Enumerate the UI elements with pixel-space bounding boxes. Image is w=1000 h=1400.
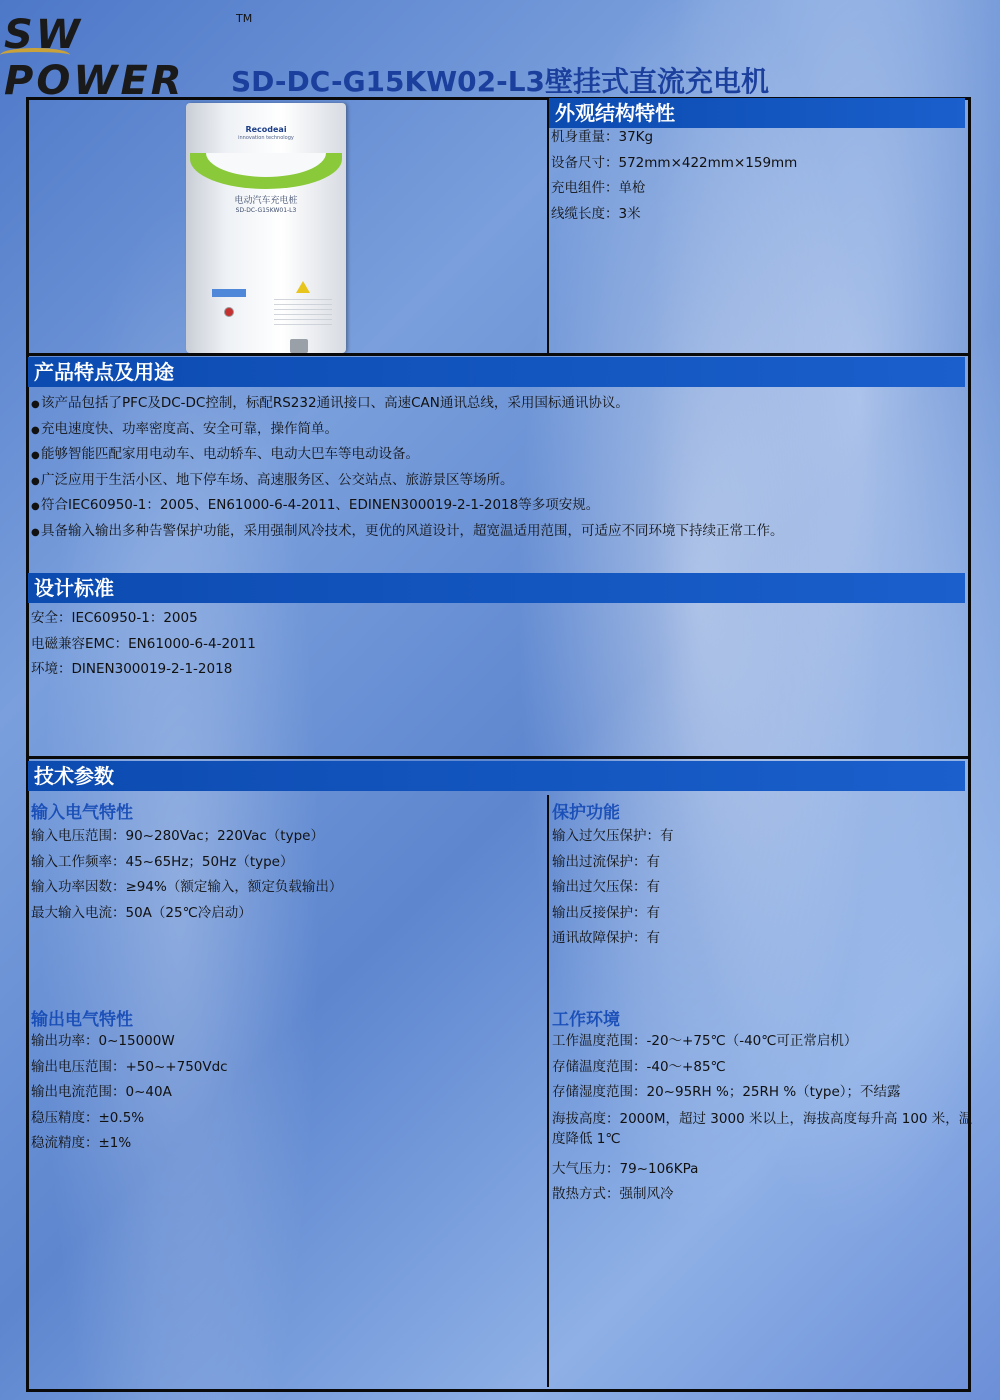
environment-altitude-line1: 海拔高度：2000M，超过 3000 米以上，海拔高度每升高 100 米，温 — [552, 1110, 973, 1127]
environment-item: 大气压力：79~106KPa — [552, 1160, 699, 1177]
trademark-mark: TM — [236, 12, 253, 25]
input-item: 输入工作频率：45~65Hz；50Hz（type） — [31, 853, 294, 870]
product-display — [212, 289, 246, 297]
standards-list — [31, 606, 256, 683]
logo-text: SW POWER — [4, 12, 185, 104]
product-nameplate — [274, 299, 332, 327]
bullet-icon: ● — [31, 399, 40, 410]
input-item: 输入功率因数：≥94%（额定输入，额定负载输出） — [31, 879, 343, 896]
appearance-item: 设备尺寸：572mm×422mm×159mm — [551, 154, 798, 171]
standard-item: 电磁兼容EMC：EN61000-6-4-2011 — [31, 635, 256, 652]
environment-altitude-line2: 度降低 1℃ — [552, 1130, 621, 1147]
warning-triangle-icon — [296, 281, 310, 293]
feature-item — [31, 391, 784, 417]
protection-title: 保护功能 — [552, 803, 620, 823]
bullet-icon: ● — [31, 450, 40, 462]
brand-logo — [0, 4, 260, 104]
output-title: 输出电气特性 — [31, 1010, 133, 1030]
environment-list — [552, 1029, 973, 1208]
input-item: 输入电压范围：90~280Vac；220Vac（type） — [31, 828, 324, 844]
output-item: 稳压精度：±0.5% — [31, 1109, 145, 1126]
bullet-icon: ● — [31, 501, 40, 513]
input-title: 输入电气特性 — [31, 803, 133, 823]
feature-text: 具备输入输出多种告警保护功能，采用强制风冷技术，更优的风道设计，超宽温适用范围，可适应不同环境下持续正常工作。 — [41, 522, 784, 539]
environment-item: 存储湿度范围：20~95RH %；25RH %（type）；不结露 — [552, 1084, 901, 1101]
standard-item: 环境：DINEN300019-2-1-2018 — [31, 661, 233, 678]
divider-tech-vertical — [547, 795, 549, 1387]
feature-text: 能够智能匹配家用电动车、电动轿车、电动大巴车等电动设备。 — [41, 446, 419, 463]
input-item: 最大输入电流：50A（25℃冷启动） — [31, 904, 252, 921]
feature-item — [31, 519, 784, 545]
appearance-item: 机身重量：37Kg — [551, 129, 654, 145]
environment-item: 存储温度范围：-40～+85℃ — [552, 1058, 726, 1075]
product-label-title: 电动汽车充电桩 — [234, 196, 298, 206]
appearance-list — [551, 125, 797, 227]
standards-header: 设计标准 — [28, 573, 965, 603]
cable-gland — [290, 339, 308, 353]
features-list — [31, 391, 784, 545]
appearance-item: 线缆长度：3米 — [551, 205, 641, 222]
bullet-icon: ● — [31, 475, 40, 487]
tech-header: 技术参数 — [28, 761, 965, 791]
feature-item — [31, 417, 784, 443]
emergency-stop-icon — [224, 307, 234, 317]
appearance-header: 外观结构特性 — [549, 98, 965, 128]
protection-item: 输出反接保护：有 — [552, 904, 660, 921]
protection-item: 通讯故障保护：有 — [552, 930, 660, 947]
output-item: 输出功率：0~15000W — [31, 1033, 175, 1049]
divider-appearance — [26, 353, 968, 356]
feature-text: 符合IEC60950-1：2005、EN61000-6-4-2011、EDINEN300019-2-1-2018等多项安规。 — [41, 497, 600, 514]
environment-title: 工作环境 — [552, 1010, 620, 1030]
output-list — [31, 1029, 228, 1157]
feature-item — [31, 493, 784, 519]
protection-item: 输入过欠压保护：有 — [552, 828, 674, 844]
feature-text: 广泛应用于生活小区、地下停车场、高速服务区、公交站点、旅游景区等场所。 — [41, 471, 514, 488]
product-brand-sub: innovation technology — [238, 135, 294, 141]
feature-item — [31, 442, 784, 468]
product-image — [186, 103, 346, 353]
environment-item: 散热方式：强制风冷 — [552, 1186, 674, 1203]
divider-standards — [26, 756, 968, 759]
appearance-item: 充电组件：单枪 — [551, 180, 646, 197]
input-list — [31, 824, 342, 926]
document-title: SD-DC-G15KW02-L3壁挂式直流充电机 — [230, 65, 770, 98]
product-label-model: SD-DC-G15KW01-L3 — [235, 207, 297, 214]
feature-text: 充电速度快、功率密度高、安全可靠，操作简单。 — [41, 420, 338, 437]
product-brand: Recodeai — [245, 125, 287, 134]
standard-item: 安全：IEC60950-1：2005 — [31, 610, 198, 626]
feature-item — [31, 468, 784, 494]
environment-item: 工作温度范围：-20～+75℃（-40℃可正常启机） — [552, 1033, 858, 1049]
output-item: 输出电压范围：+50~+750Vdc — [31, 1058, 228, 1075]
divider-top-vertical — [547, 98, 549, 354]
protection-item: 输出过流保护：有 — [552, 853, 660, 870]
bullet-icon: ● — [31, 526, 40, 538]
features-header: 产品特点及用途 — [28, 357, 965, 387]
output-item: 稳流精度：±1% — [31, 1135, 132, 1152]
bullet-icon: ● — [31, 424, 40, 436]
output-item: 输出电流范围：0~40A — [31, 1084, 172, 1101]
protection-item: 输出过欠压保：有 — [552, 879, 660, 896]
feature-text: 该产品包括了PFC及DC-DC控制，标配RS232通讯接口、高速CAN通讯总线，采用国标通讯协议。 — [41, 395, 629, 411]
protection-list — [552, 824, 674, 952]
